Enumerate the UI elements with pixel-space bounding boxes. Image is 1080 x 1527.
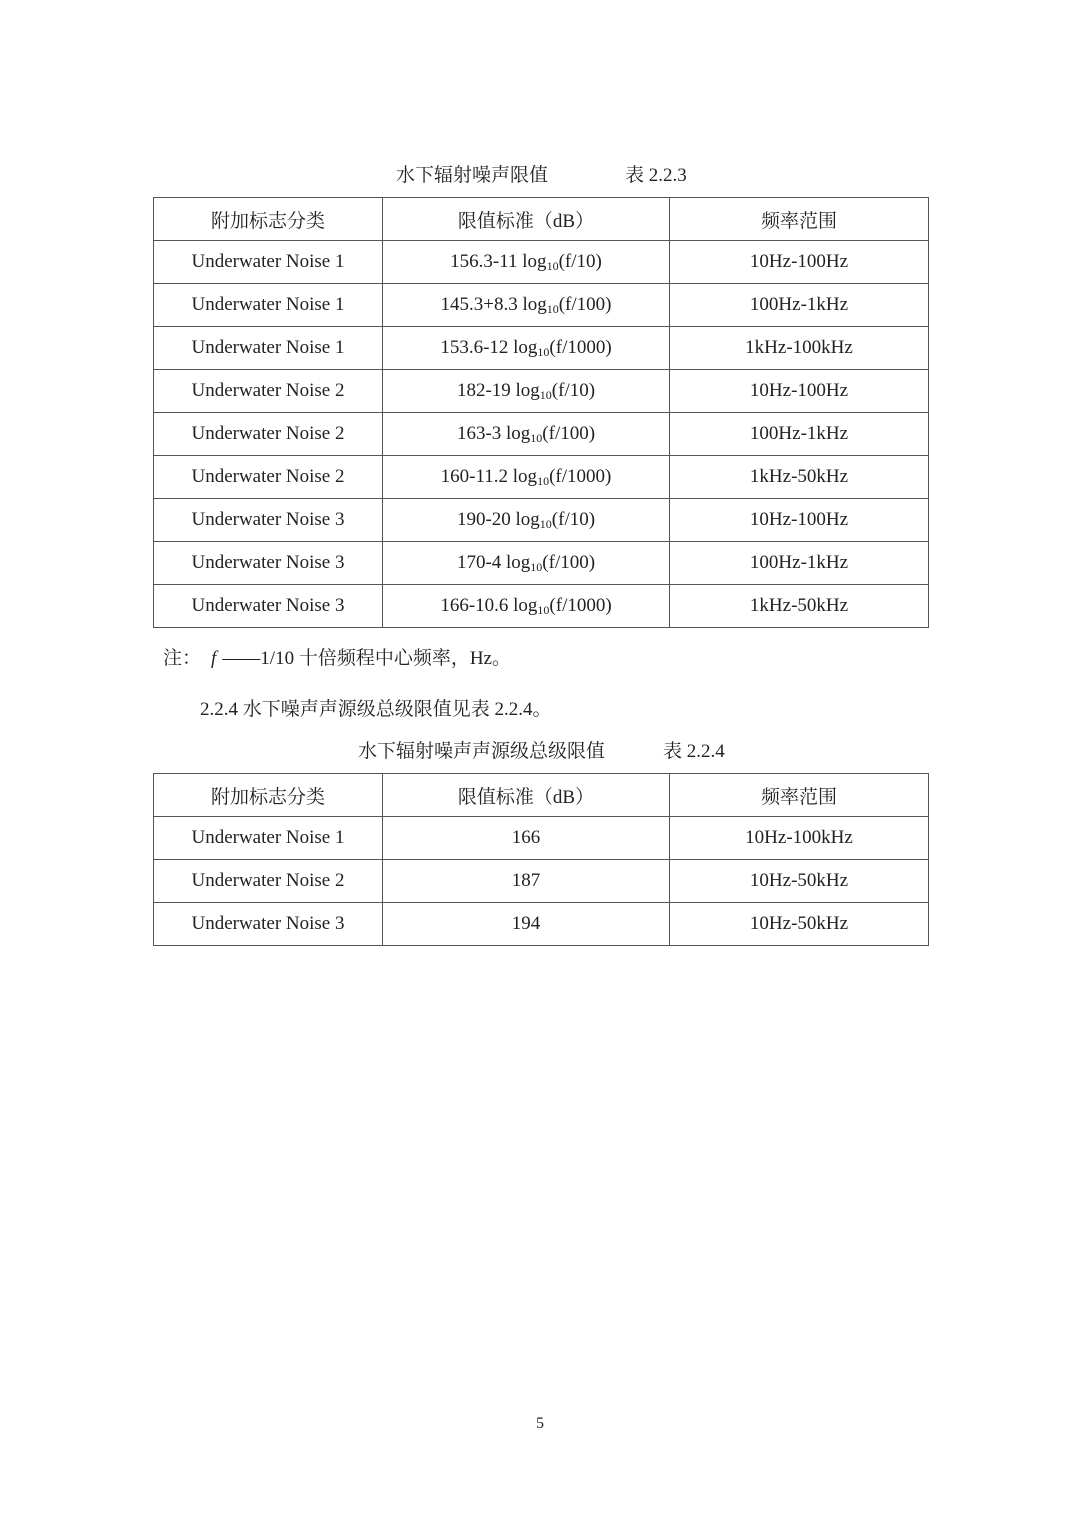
limit-value-cell: 166 — [383, 817, 670, 860]
limit-formula-cell — [383, 499, 670, 542]
limit-formula-cell — [383, 413, 670, 456]
class-cell: Underwater Noise 3 — [154, 903, 383, 946]
formula-log-base: 10 — [546, 259, 559, 273]
header-range: 频率范围 — [670, 774, 929, 817]
table-row — [154, 284, 929, 327]
table-row — [154, 499, 929, 542]
table-row — [154, 456, 929, 499]
class-cell: Underwater Noise 2 — [154, 413, 383, 456]
formula-prefix: 156.3-11 log — [450, 251, 547, 272]
table-row — [154, 241, 929, 284]
formula-argument: (f/1000) — [549, 595, 612, 616]
limit-formula-cell — [383, 327, 670, 370]
header-limit: 限值标准（dB） — [383, 198, 670, 241]
formula-argument: (f/10) — [558, 251, 602, 272]
header-class: 附加标志分类 — [154, 774, 383, 817]
frequency-range-cell: 10Hz-50kHz — [670, 903, 929, 946]
table-row — [154, 370, 929, 413]
limit-formula-cell — [383, 284, 670, 327]
table1-caption-number — [625, 164, 687, 188]
formula-argument: (f/100) — [558, 294, 612, 315]
source-level-limits-table — [153, 773, 929, 946]
formula-argument: (f/10) — [551, 509, 596, 530]
limit-formula-cell — [383, 585, 670, 628]
class-cell: Underwater Noise 1 — [154, 817, 383, 860]
formula-prefix: 182-19 log — [456, 380, 540, 401]
frequency-range-cell: 10Hz-50kHz — [670, 860, 929, 903]
formula-prefix: 145.3+8.3 log — [440, 294, 547, 315]
class-cell: Underwater Noise 3 — [154, 542, 383, 585]
table-header-row — [154, 198, 929, 241]
table-row — [154, 817, 929, 860]
class-cell: Underwater Noise 3 — [154, 499, 383, 542]
formula-prefix: 166-10.6 log — [440, 595, 538, 616]
table-header-row — [154, 774, 929, 817]
formula-log-base: 10 — [537, 603, 550, 617]
frequency-range-cell: 10Hz-100kHz — [670, 817, 929, 860]
limit-formula-cell — [383, 456, 670, 499]
frequency-range-cell: 1kHz-50kHz — [670, 456, 929, 499]
frequency-range-cell: 10Hz-100Hz — [670, 499, 929, 542]
header-range: 频率范围 — [670, 198, 929, 241]
formula-argument: (f/1000) — [549, 337, 612, 358]
table1-note — [163, 647, 511, 671]
formula-prefix: 190-20 log — [456, 509, 540, 530]
radiated-noise-limits-table — [153, 197, 929, 628]
frequency-range-cell: 100Hz-1kHz — [670, 284, 929, 327]
table2-caption-number — [663, 740, 725, 764]
table-row — [154, 903, 929, 946]
limit-formula-cell — [383, 241, 670, 284]
note-label: 注： — [163, 648, 202, 669]
class-cell: Underwater Noise 1 — [154, 284, 383, 327]
class-cell: Underwater Noise 2 — [154, 370, 383, 413]
formula-log-base: 10 — [539, 517, 552, 531]
frequency-range-cell: 10Hz-100Hz — [670, 241, 929, 284]
formula-argument: (f/100) — [542, 552, 596, 573]
table2-number-text: 表 2.2.4 — [663, 741, 725, 762]
header-limit: 限值标准（dB） — [383, 774, 670, 817]
note-symbol: f — [211, 648, 217, 669]
formula-argument: (f/10) — [551, 380, 596, 401]
formula-log-base: 10 — [539, 388, 552, 402]
formula-log-base: 10 — [530, 431, 543, 445]
table-row — [154, 413, 929, 456]
table2-caption — [358, 740, 605, 764]
formula-argument: (f/100) — [542, 423, 596, 444]
table-row — [154, 860, 929, 903]
frequency-range-cell: 100Hz-1kHz — [670, 542, 929, 585]
section-paragraph: 2.2.4 水下噪声声源级总级限值见表 2.2.4。 — [200, 699, 552, 720]
class-cell: Underwater Noise 3 — [154, 585, 383, 628]
table1-caption — [396, 164, 548, 188]
page-number: 5 — [536, 1415, 544, 1432]
formula-prefix: 163-3 log — [456, 423, 531, 444]
formula-log-base: 10 — [537, 345, 550, 359]
formula-prefix: 153.6-12 log — [440, 337, 538, 358]
table1-number-text: 表 2.2.3 — [625, 165, 687, 186]
class-cell: Underwater Noise 2 — [154, 860, 383, 903]
limit-value-cell: 194 — [383, 903, 670, 946]
formula-prefix: 160-11.2 log — [440, 466, 538, 487]
formula-prefix: 170-4 log — [456, 552, 531, 573]
limit-formula-cell — [383, 370, 670, 413]
table2-caption-title: 水下辐射噪声声源级总级限值 — [358, 741, 606, 762]
table-row — [154, 327, 929, 370]
table1-caption-title: 水下辐射噪声限值 — [396, 165, 549, 186]
class-cell: Underwater Noise 1 — [154, 327, 383, 370]
limit-value-cell: 187 — [383, 860, 670, 903]
class-cell: Underwater Noise 2 — [154, 456, 383, 499]
table-row — [154, 542, 929, 585]
formula-log-base: 10 — [530, 560, 543, 574]
formula-argument: (f/1000) — [549, 466, 612, 487]
table-row — [154, 585, 929, 628]
frequency-range-cell: 10Hz-100Hz — [670, 370, 929, 413]
limit-formula-cell — [383, 542, 670, 585]
formula-log-base: 10 — [546, 302, 559, 316]
frequency-range-cell: 1kHz-50kHz — [670, 585, 929, 628]
header-class: 附加标志分类 — [154, 198, 383, 241]
frequency-range-cell: 100Hz-1kHz — [670, 413, 929, 456]
class-cell: Underwater Noise 1 — [154, 241, 383, 284]
note-text: ——1/10 十倍频程中心频率，Hz。 — [222, 648, 511, 669]
frequency-range-cell: 1kHz-100kHz — [670, 327, 929, 370]
formula-log-base: 10 — [537, 474, 550, 488]
